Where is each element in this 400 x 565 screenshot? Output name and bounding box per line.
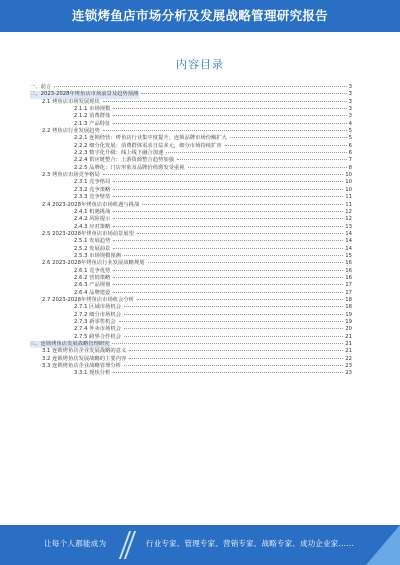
toc-leader-dots: [113, 372, 343, 373]
toc-entry-label: 2.5.3 市场规模预测: [74, 252, 121, 259]
toc-entry-label: 2.3.3 竞争壁垒: [74, 194, 111, 201]
toc-entry-label: 2.4 2023-2028年烤鱼店市场机遇与挑战: [42, 201, 140, 208]
toc-entry-label: 2.5.2 发展前景: [74, 245, 111, 252]
toc-leader-dots: [113, 240, 343, 241]
toc-entry-page: 16: [345, 267, 352, 274]
toc-entry-label: 2.3.2 竞争策略: [74, 186, 111, 193]
toc-leader-dots: [129, 350, 343, 351]
toc-entry-label: 2.3.1 竞争格局: [74, 179, 111, 186]
toc-entry-page: 14: [345, 230, 352, 237]
toc-entry-label: 一、前言: [30, 84, 52, 90]
toc-leader-dots: [113, 115, 346, 116]
toc-entry-label: 三、连锁烤鱼店发展战略管理研究: [30, 341, 110, 348]
toc-entry-page: 13: [345, 223, 352, 230]
toc-entry-page: 11: [345, 201, 352, 208]
toc-entry-label: 2.7.4 外卖市场机会: [74, 326, 121, 333]
toc-entry-page: 4: [348, 120, 352, 127]
toc-entry-label: 2.6.2 营销策略: [74, 274, 111, 281]
toc-entry-label: 2.7 2023-2028年烤鱼店市场机会分析: [42, 296, 134, 303]
toc-entry-page: 18: [345, 296, 352, 303]
toc-entry-page: 21: [345, 348, 352, 355]
toc-entry-label: 3.2 连锁烤鱼店发展战略的主要内容: [42, 355, 127, 362]
toc-entry-label: 2.2.4 供应链整合：上游资源整合趋势加强: [74, 157, 174, 164]
toc-leader-dots: [113, 292, 343, 293]
toc-entry[interactable]: [30, 304, 352, 311]
toc-leader-dots: [124, 365, 343, 366]
toc-entry[interactable]: [30, 246, 352, 253]
toc-entry[interactable]: [30, 224, 352, 231]
toc-entry-label: 2.2 烤鱼店行业发展趋势: [42, 128, 100, 135]
report-title: 连锁烤鱼店市场分析及发展战略管理研究报告: [71, 8, 328, 23]
toc-entry-page: 14: [345, 238, 352, 245]
toc-entry[interactable]: [30, 194, 352, 201]
toc-entry-page: 5: [348, 135, 352, 142]
toc-entry-label: 2.2.1 连锁经营：烤鱼店行业集中度提升，连锁品牌市场份额扩大: [74, 135, 227, 142]
toc-entry-page: 8: [348, 164, 352, 171]
toc-leader-dots: [124, 314, 343, 315]
toc-entry-label: 2.2.2 细分化发展：消费群体需求日益多元，细分市场持续扩容: [74, 142, 222, 149]
toc-entry[interactable]: [30, 113, 352, 120]
toc-leader-dots: [112, 343, 343, 344]
toc-entry-page: 3: [348, 98, 352, 105]
toc-entry[interactable]: [30, 91, 352, 98]
footer-slogan-left: 让每个人都能成为: [44, 539, 107, 548]
toc-entry-page: 6: [348, 142, 352, 149]
toc-entry-label: 2.7.5 跨界合作机会: [74, 333, 121, 340]
toc-entry-page: 11: [345, 194, 352, 201]
toc-leader-dots: [141, 93, 346, 94]
toc-entry-page: 6: [348, 150, 352, 157]
toc-leader-dots: [113, 211, 343, 212]
toc-entry[interactable]: [30, 356, 352, 363]
toc-entry-label: 2.4.2 风险提示: [74, 216, 111, 223]
toc-entry[interactable]: [30, 260, 352, 267]
toc-entry-page: 7: [348, 157, 352, 164]
toc-leader-dots: [103, 101, 347, 102]
toc-leader-dots: [113, 108, 346, 109]
toc-entry-page: 10: [345, 186, 352, 193]
toc-entry-page: 17: [345, 282, 352, 289]
toc-entry-label: 2.3 烤鱼店市场竞争格局: [42, 172, 100, 179]
toc-entry-page: 23: [345, 370, 352, 377]
toc-leader-dots: [54, 86, 346, 87]
toc-leader-dots: [148, 262, 344, 263]
toc-entry-label: 2.1.1 市场规模: [74, 106, 111, 113]
page-footer: [0, 525, 400, 565]
toc-entry-label: 3.3 连锁烤鱼店企业战略管理分析: [42, 363, 121, 370]
toc-entry-page: 16: [345, 274, 352, 281]
toc-entry-page: 3: [348, 84, 352, 90]
page-header: [0, 0, 400, 32]
toc-entry-label: 3.1 连锁烤鱼店企业发展战略的意义: [42, 348, 127, 355]
toc-entry[interactable]: [30, 370, 352, 377]
toc-entry-page: 3: [348, 106, 352, 113]
toc-entry-page: 16: [345, 260, 352, 267]
toc-entry-label: 2.7.2 细分市场机会: [74, 311, 121, 318]
toc-leader-dots: [113, 189, 343, 190]
toc-entry[interactable]: [30, 282, 352, 289]
toc-entry-page: 10: [345, 172, 352, 179]
toc-entry[interactable]: [30, 216, 352, 223]
toc-leader-dots: [103, 174, 343, 175]
toc-leader-dots: [166, 152, 346, 153]
toc-entry[interactable]: [30, 99, 352, 106]
toc-entry-page: 21: [345, 333, 352, 340]
toc-entry-label: 2.5 2023-2028年烤鱼店市场前景展望: [42, 230, 134, 237]
corner-decoration: [366, 525, 400, 565]
toc-leader-dots: [225, 145, 347, 146]
toc-leader-dots: [113, 123, 346, 124]
toc-entry-label: 2.4.1 机遇挑战: [74, 208, 111, 215]
toc-leader-dots: [188, 167, 347, 168]
toc-entry-page: 23: [345, 363, 352, 370]
toc-leader-dots: [124, 336, 343, 337]
toc-entry-label: 2.6.4 品牌建设: [74, 289, 111, 296]
toc-entry-page: 22: [345, 355, 352, 362]
toc-leader-dots: [137, 233, 343, 234]
footer-divider-icon: [123, 531, 133, 559]
toc-leader-dots: [124, 328, 343, 329]
toc-entry[interactable]: [30, 238, 352, 245]
toc-entry[interactable]: [30, 179, 352, 186]
toc-entry[interactable]: [30, 202, 352, 209]
toc-entry[interactable]: [30, 312, 352, 319]
toc-entry[interactable]: [30, 348, 352, 355]
toc-entry-page: 5: [348, 128, 352, 135]
toc-leader-dots: [113, 226, 343, 227]
toc-leader-dots: [113, 181, 343, 182]
toc-leader-dots: [124, 306, 343, 307]
toc-entry-page: 12: [345, 216, 352, 223]
toc-leader-dots: [177, 159, 347, 160]
toc-entry-page: 14: [345, 245, 352, 252]
toc-entry[interactable]: [30, 334, 352, 341]
toc-entry-label: 2.1 烤鱼店市场发展现状: [42, 98, 100, 105]
toc-entry-label: 2.5.1 发展趋势: [74, 238, 111, 245]
toc-entry-page: 21: [345, 341, 352, 348]
toc-entry-label: 2.1.3 产品特征: [74, 120, 111, 127]
toc-leader-dots: [142, 204, 343, 205]
toc-entry-page: 20: [345, 326, 352, 333]
toc-entry[interactable]: [30, 135, 352, 142]
toc-leader-dots: [113, 196, 343, 197]
toc-entry-label: 2.2.3 数字化升级：线上线下融合加速: [74, 150, 164, 157]
toc-entry-label: 2.6.1 竞争优势: [74, 267, 111, 274]
toc-entry-label: 二、2023-2028年烤鱼店市场前景及趋势预测: [30, 91, 139, 98]
toc-leader-dots: [129, 358, 343, 359]
toc-leader-dots: [119, 321, 344, 322]
toc-heading: 内容目录: [176, 58, 224, 71]
toc-leader-dots: [124, 255, 343, 256]
toc-entry-label: 3.3.1 现状分析: [74, 370, 111, 377]
toc-entry-page: 17: [345, 289, 352, 296]
toc-entry[interactable]: [30, 121, 352, 128]
toc-leader-dots: [137, 299, 343, 300]
toc-entry-page: 19: [345, 319, 352, 325]
toc-entry-label: 2.7.1 区域市场机会: [74, 304, 121, 311]
table-of-contents: [30, 84, 352, 378]
toc-entry-label: 2.2.5 品牌化：门店形象及品牌价值愈发受重视: [74, 164, 185, 171]
toc-entry-page: 18: [345, 304, 352, 311]
toc-entry-label: 2.7.3 新零售机会: [74, 319, 116, 325]
toc-leader-dots: [113, 218, 343, 219]
toc-entry[interactable]: [30, 326, 352, 333]
toc-entry-label: 2.6 2023-2028年烤鱼店行业发展战略规划: [42, 260, 145, 267]
toc-leader-dots: [113, 270, 343, 271]
toc-entry-label: 2.1.2 消费群体: [74, 113, 111, 120]
toc-leader-dots: [230, 137, 347, 138]
toc-entry-page: 10: [345, 179, 352, 186]
toc-entry[interactable]: [30, 290, 352, 297]
toc-entry-page: 19: [345, 311, 352, 318]
toc-entry[interactable]: [30, 157, 352, 164]
toc-leader-dots: [113, 277, 343, 278]
toc-entry-page: 12: [345, 208, 352, 215]
toc-leader-dots: [113, 248, 343, 249]
toc-leader-dots: [103, 130, 347, 131]
toc-entry-label: 2.6.3 产品规划: [74, 282, 111, 289]
footer-slogan-right: 行业专家、管理专家、营销专家、战略专家、成功企业家……: [146, 539, 354, 548]
toc-entry-page: 3: [348, 113, 352, 120]
toc-entry-label: 2.4.3 应对策略: [74, 223, 111, 230]
toc-leader-dots: [113, 284, 343, 285]
toc-entry-page: 3: [348, 91, 352, 98]
toc-entry[interactable]: [30, 143, 352, 150]
toc-entry-page: 15: [345, 252, 352, 259]
toc-entry[interactable]: [30, 268, 352, 275]
